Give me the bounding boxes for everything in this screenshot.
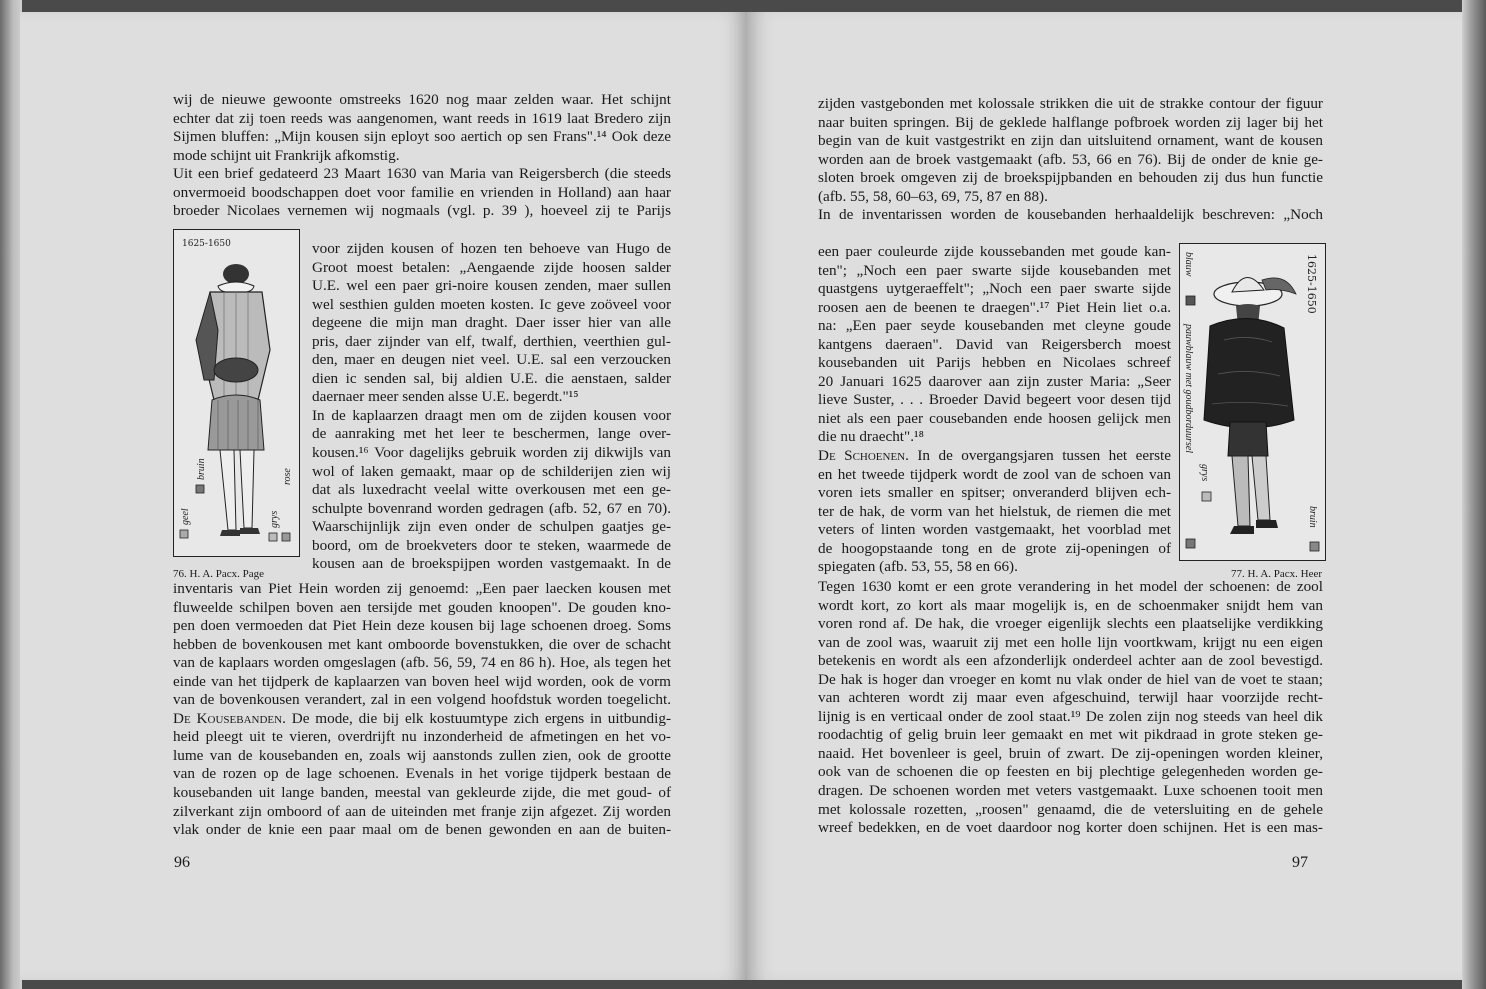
text-line: Tegen 1630 komt er een grote verandering in het model der schoenen: de zool	[818, 578, 1323, 595]
figure-76-label-grys: grys	[269, 510, 280, 528]
text-line: kousebanden uit Parijs hebben en Nicolaes schreef	[818, 354, 1171, 372]
page-number-right: 97	[1292, 854, 1308, 871]
text-line: broeder Nicolaes vernemen wij nogmaals (vgl. p. 39 ), hoeveel zij te Parijs	[173, 202, 671, 220]
text-line: boord, om de broekveters door te steken, waarmede de	[312, 536, 671, 554]
text-line: kantgens daeraen". David van Reigersberch moest	[818, 335, 1171, 353]
text-line: wordt kort, zo kort als maar mogelijk is, en de schoenmaker snijdt hem van	[818, 596, 1323, 614]
page-97	[747, 12, 1462, 980]
figure-76-page	[173, 229, 300, 557]
text-line: zilverkant zijn omboord of aan de uiteinden met franje zijn afgezet. Zij worden	[173, 802, 671, 820]
text-line: roosen aen de beenen te draegen".¹⁷ Piet Hein liet o.a.	[818, 298, 1171, 316]
right-top-text	[818, 95, 1323, 225]
text-line: wij de nieuwe gewoonte omstreeks 1620 nog maar zelden waar. Het schijnt	[173, 91, 671, 108]
text-line: Uit een brief gedateerd 23 Maart 1630 van Maria van Reigersberch (die steeds	[173, 165, 671, 183]
text-line: hebben de bovenkousen met kant omboorde bovenstukken, die over de schacht	[173, 635, 671, 653]
text-line: veters of linten worden vastgemaakt, het voorblad met	[818, 521, 1171, 539]
section-heading-schoenen: De Schoenen.	[818, 447, 909, 465]
text-line: kousen.¹⁶ Voor dagelijks gebruik worden zij dikwijls van	[312, 444, 671, 462]
figure-77-label-bruin: bruin	[1307, 506, 1318, 528]
figure-77-caption: 77. H. A. Pacx. Heer	[1231, 568, 1323, 580]
text-line: lijnig is en verticaal onder de zool staat.¹⁹ De zolen zijn nog steeds van heel dik	[818, 707, 1323, 725]
text-line: zijden vastgebonden met kolossale strikken die uit de strakke contour der figuur	[818, 95, 1323, 112]
text-line: de hoogopstaande tong en de grote zij-openingen of	[818, 539, 1171, 557]
figure-76-illustration	[174, 230, 299, 556]
text-line: wreef bedekken, en de voet daardoor nog korter doen schijnen. Het is een mas-	[818, 819, 1323, 837]
figure-76-date: 1625-1650	[182, 239, 231, 249]
text-line: Sijmen bluffen: „Mijn kousen sijn eployt soo aertich op sen Frans".¹⁴ Ook deze	[173, 128, 671, 146]
text-line: dat als luxedracht veelal witte overkousen met een ge-	[312, 481, 671, 499]
page-96	[20, 12, 747, 980]
text-line: mode schijnt uit Frankrijk afkomstig.	[173, 146, 400, 164]
book-edge-left	[0, 0, 22, 989]
text-line: dien ic senden sal, bij aldien U.E. die aenstaen, salder	[312, 369, 671, 387]
text-line: vlak onder de knie een paar maal om de benen gewonden en aan de buiten-	[173, 821, 671, 839]
text-line: van achteren wordt zij maar even afgeschuind, terwijl haar voorzijde recht-	[818, 689, 1323, 707]
text-line: naaid. Het bovenleer is geel, bruin of zwart. De zij-openingen worden kleiner,	[818, 744, 1323, 762]
text-line: fluweelde schilpen boven aen tersijde met gouden knoopen". De gouden kno-	[173, 598, 671, 616]
text-line: schulpte bovenrand worden gedragen (afb. 52, 67 en 70).	[312, 499, 671, 517]
figure-76-caption: 76. H. A. Pacx. Page	[173, 568, 265, 580]
text-line: de aanraking met het leer te beschermen, lange over-	[312, 425, 671, 443]
text-line: In de inventarissen worden de kousebanden herhaaldelijk beschreven: „Noch	[818, 206, 1323, 224]
text-line: In de kaplaarzen draagt men om de zijden kousen voor	[312, 406, 671, 424]
figure-76-label-rose: rose	[282, 468, 293, 485]
text-line: (afb. 55, 58, 60–63, 69, 75, 87 en 88).	[818, 187, 1048, 205]
text-line: ook van de schoenen die op feesten en bij plechtige gelegenheden worden ge-	[818, 763, 1323, 781]
figure-77-illustration	[1180, 244, 1325, 560]
text-line: van de rozen op de lage schoenen. Evenals in het vorige tijdperk bestaan de	[173, 765, 671, 783]
text-line: voor zijden kousen of hozen ten behoeve van Hugo de	[312, 240, 671, 257]
text-line: na: „Een paer seyde kousebanden met cleyne goude	[818, 317, 1171, 335]
figure-77-label-grys: grys	[1199, 464, 1210, 482]
text-line: wel sesthien gulden moeten kosten. Ic geve zoöveel voor	[312, 295, 671, 313]
text-line: van de kaplaars worden omgeslagen (afb. 56, 59, 74 en 86 h). Hoe, als tegen het	[173, 654, 671, 672]
text-line: niet als een paer cousebanden ende hoosen gelijck men	[818, 409, 1171, 427]
figure-77-heer	[1179, 243, 1326, 561]
text-line: kousen aan de broekspijpen worden vastgemaakt. In de	[312, 555, 671, 573]
page-number-left: 96	[174, 854, 190, 871]
figure-77-label-pauwblauw: pauwblauw met goudborduursel	[1183, 324, 1194, 454]
text-line: wol of laken gemaakt, maar op de schilderijen zien wij	[312, 462, 671, 480]
left-side-text	[312, 240, 671, 574]
text-line: met kolossale rozetten, „roosen" genaamd, die de vetersluiting en de gehele	[818, 800, 1323, 818]
text-line: voren iets smaller en spitser; onveranderd blijven ech-	[818, 484, 1171, 502]
figure-77-date: 1625-1650	[1305, 254, 1318, 314]
left-top-text	[173, 91, 671, 221]
text-line: daernaer meer senden alsse U.E. begerdt."¹⁵	[312, 388, 579, 406]
section-heading-line	[818, 447, 1171, 466]
section-heading-kousebanden: De Kousebanden.	[173, 709, 286, 727]
figure-76-label-bruin: bruin	[196, 458, 207, 480]
text-span: De mode, die bij elk kostuumtype zich ergens in uitbundig-	[285, 709, 672, 727]
figure-76-label-geel: geel	[180, 508, 191, 525]
text-line: pris, daer zijnder van elf, twalf, derthien, veerthien gul-	[312, 332, 671, 350]
text-line: van de zool was, waaruit zij met een holle lijn voortkwam, krijgt nu een eigen	[818, 633, 1323, 651]
text-line: Groot moest betalen: „Aengaende zijde hoosen salder	[312, 258, 671, 276]
text-line: een paer couleurde zijde koussebanden met goude kan-	[818, 243, 1171, 260]
text-line: U.E. wel een paer gri-noire kousen zenden, maer sullen	[312, 277, 671, 295]
book-edge-right	[1462, 0, 1486, 989]
text-line: worden aan de broek vastgemaakt (afb. 53, 66 en 76). Bij de onder de knie ge-	[818, 150, 1323, 168]
left-bottom-text	[173, 574, 671, 840]
text-line: lume van de kousebanden en, zoals wij aanstonds zullen zien, ook de grootte	[173, 746, 671, 764]
text-line: einde van het tijdperk de kaplaarzen van boven heel wijd worden, ook de vorm	[173, 672, 671, 690]
section-heading-line	[173, 710, 671, 729]
right-side-text	[818, 243, 1171, 577]
text-line: lieve Suster, . . . Broeder David begeert voor desen tijd	[818, 391, 1171, 409]
figure-77-label-blauw: blauw	[1183, 252, 1194, 277]
text-line: kousebanden uit lange banden, meestal van gekleurde zijde, die met goud- of	[173, 784, 671, 802]
text-line: pen doen vermoeden dat Piet Hein deze kousen bij lage schoenen droeg. Soms	[173, 617, 671, 635]
text-line: sloten broek omgeven zij de broekspijpbanden en behouden zij dus hun functie	[818, 169, 1323, 187]
text-line: onvermoeid boodschappen doet voor familie en vrienden in Holland) aan haar	[173, 183, 671, 201]
text-line: den, maer en deugen niet veel. U.E. sal een verzoucken	[312, 351, 671, 369]
text-line: spiegaten (afb. 53, 55, 58 en 66).	[818, 558, 1018, 576]
text-line: inventaris van Piet Hein worden zij genoemd: „Een paer laecken kousen met	[173, 580, 671, 597]
text-line: en het tweede tijdperk wordt de zool van de schoen van	[818, 465, 1171, 483]
text-line: degeene die mijn man draght. Daer isser hier van alle	[312, 314, 671, 332]
text-line: ter de hak, de vorm van het hielstuk, de riemen die met	[818, 502, 1171, 520]
text-line: 20 Januari 1625 daarover aan zijn zuster Maria: „Seer	[818, 372, 1171, 390]
text-line: voren rond af. De hak, die vroeger eigenlijk slechts een plaatselijke verdikking	[818, 615, 1323, 633]
text-span: In de overgangsjaren tussen het eerste	[908, 447, 1172, 465]
text-line: Waarschijnlijk zijn even onder de schulpen gaatjes ge-	[312, 518, 671, 536]
text-line: roodachtig of gelig bruin leer gemaakt en met wit pikdraad in grote steken ge-	[818, 726, 1323, 744]
text-line: dragen. De schoenen worden met veters vastgemaakt. Luxe schoenen tooit men	[818, 782, 1323, 800]
text-line: quastgens uytgeraeffelt"; „Noch een paer swarte sijde	[818, 280, 1171, 298]
text-line: van de bovenkousen verandert, zal in een volgend hoofdstuk worden toegelicht.	[173, 691, 671, 709]
text-line: De hak is hoger dan vroeger en komt nu vlak onder de hiel van de voet te staan;	[818, 670, 1323, 688]
text-line: betekenis en wordt als een afzonderlijk onderdeel achter aan de zool bevestigd.	[818, 652, 1323, 670]
right-bottom-text	[818, 578, 1323, 838]
text-line: die nu draecht".¹⁸	[818, 428, 924, 446]
text-line: echter dat zij toen reeds was aangenomen, want reeds in 1619 laat Bredero zijn	[173, 109, 671, 127]
text-line: begin van de kuit vastgestrikt en zijn dan uitsluitend ornament, want de kousen	[818, 132, 1323, 150]
text-line: heid pleegt uit te vieren, overdrijft nu inzonderheid de afmetingen en het vo-	[173, 728, 671, 746]
text-line: naar buiten springen. Bij de geklede halflange pofbroek worden zij lager bij het	[818, 113, 1323, 131]
text-line: ten"; „Noch een paer swarte sijde kousebanden met	[818, 261, 1171, 279]
